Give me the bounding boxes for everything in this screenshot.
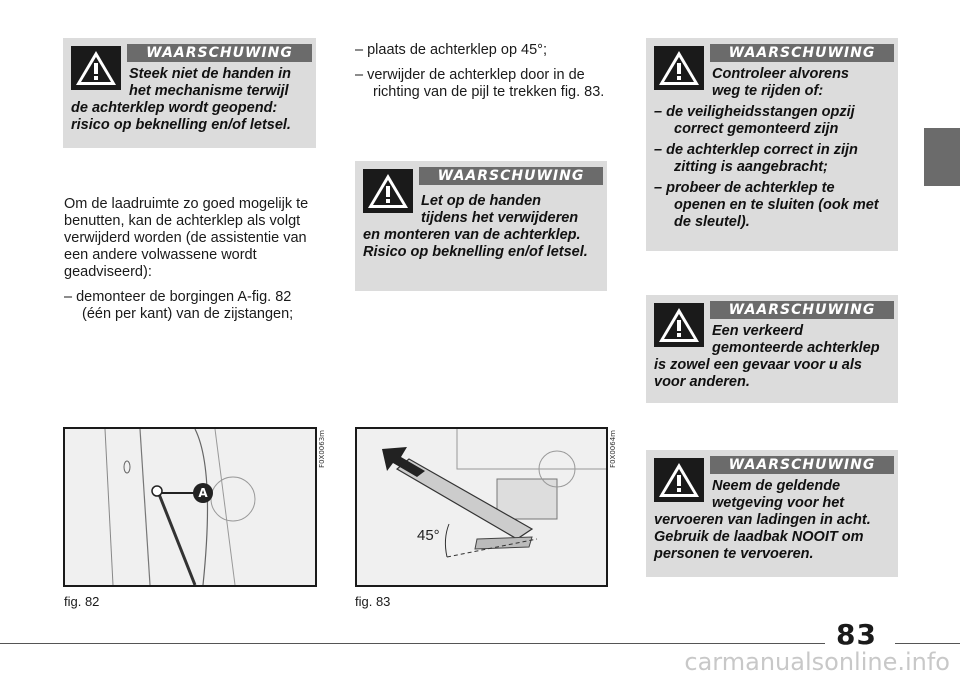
warning-triangle-icon (654, 303, 704, 347)
figure-82-image (63, 427, 317, 587)
watermark: carmanualsonline.info (684, 648, 950, 676)
figure-83-caption: fig. 83 (355, 594, 391, 609)
warning-text-line: gemonteerde achterklep (712, 340, 880, 356)
warning-box-hands-mechanism (63, 38, 316, 148)
warning-triangle-icon (654, 46, 704, 90)
angle-label: 45° (417, 527, 440, 544)
figure-83-image (355, 427, 608, 587)
footer-rule-right (895, 643, 960, 644)
step-demonteer: – demonteer de borgingen A-fig. 82 (één per kant) van de zijstangen; (64, 289, 294, 322)
warning-text-line: Neem de geldende (712, 478, 841, 494)
figure-code: F0X0063m (318, 430, 326, 468)
warning-text-line: Steek niet de handen in (129, 66, 291, 82)
warning-box-incorrect-mount (646, 295, 898, 403)
warning-text-line: Controleer alvorens (712, 66, 849, 82)
warning-list-item: – de achterklep correct in zijn zitting is aangebracht; (654, 142, 858, 175)
steps-column-2 (355, 42, 605, 101)
warning-heading: WAARSCHUWING (419, 167, 603, 185)
warning-list-item: – probeer de achterklep te openen en te sluiten (ook met de sleutel). (654, 180, 879, 230)
warning-text: de achterklep wordt geopend: risico op beknelling en/of letsel. (71, 100, 291, 133)
figure-code: F0X0064m (609, 430, 617, 468)
warning-text-line: Let op de handen (421, 193, 542, 209)
warning-heading: WAARSCHUWING (710, 456, 894, 474)
warning-list-item: – de veiligheidsstangen opzij correct gemonteerd zijn (654, 104, 855, 137)
warning-triangle-icon (363, 169, 413, 213)
callout-a-badge: A (193, 483, 213, 503)
warning-triangle-icon (71, 46, 121, 90)
warning-text: is zowel een gevaar voor u als voor anderen. (654, 357, 862, 390)
warning-text: en monteren van de achterklep. Risico op beknelling en/of letsel. (363, 227, 588, 260)
warning-triangle-icon (654, 458, 704, 502)
warning-text-line: weg te rijden of: (712, 83, 824, 99)
warning-text-line: het mechanisme terwijl (129, 83, 289, 99)
warning-box-check-before-driving (646, 38, 898, 251)
intro-paragraph (64, 196, 316, 323)
warning-box-cargo-law (646, 450, 898, 577)
page-number: 83 (836, 618, 877, 651)
intro-text: Om de laadruimte zo goed mogelijk te benutten, kan de achterklep als volgt verwijderd worden (de assistentie van een andere volwassene wordt geadviseerd): (64, 196, 309, 280)
warning-text-line: tijdens het verwijderen (421, 210, 579, 226)
section-tab (924, 128, 960, 186)
warning-heading: WAARSCHUWING (127, 44, 312, 62)
warning-box-hands-removal (355, 161, 607, 291)
footer-rule-left (0, 643, 825, 644)
warning-text: vervoeren van ladingen in acht. Gebruik de laadbak NOOIT om personen te vervoeren. (654, 512, 871, 562)
warning-text-line: Een verkeerd (712, 323, 804, 339)
warning-heading: WAARSCHUWING (710, 301, 894, 319)
warning-text-line: wetgeving voor het (712, 495, 845, 511)
figure-82-caption: fig. 82 (64, 594, 100, 609)
step-plaats: – plaats de achterklep op 45°; (355, 42, 548, 58)
warning-heading: WAARSCHUWING (710, 44, 894, 62)
step-verwijder: – verwijder de achterklep door in de richting van de pijl te trekken fig. 83. (355, 67, 605, 100)
